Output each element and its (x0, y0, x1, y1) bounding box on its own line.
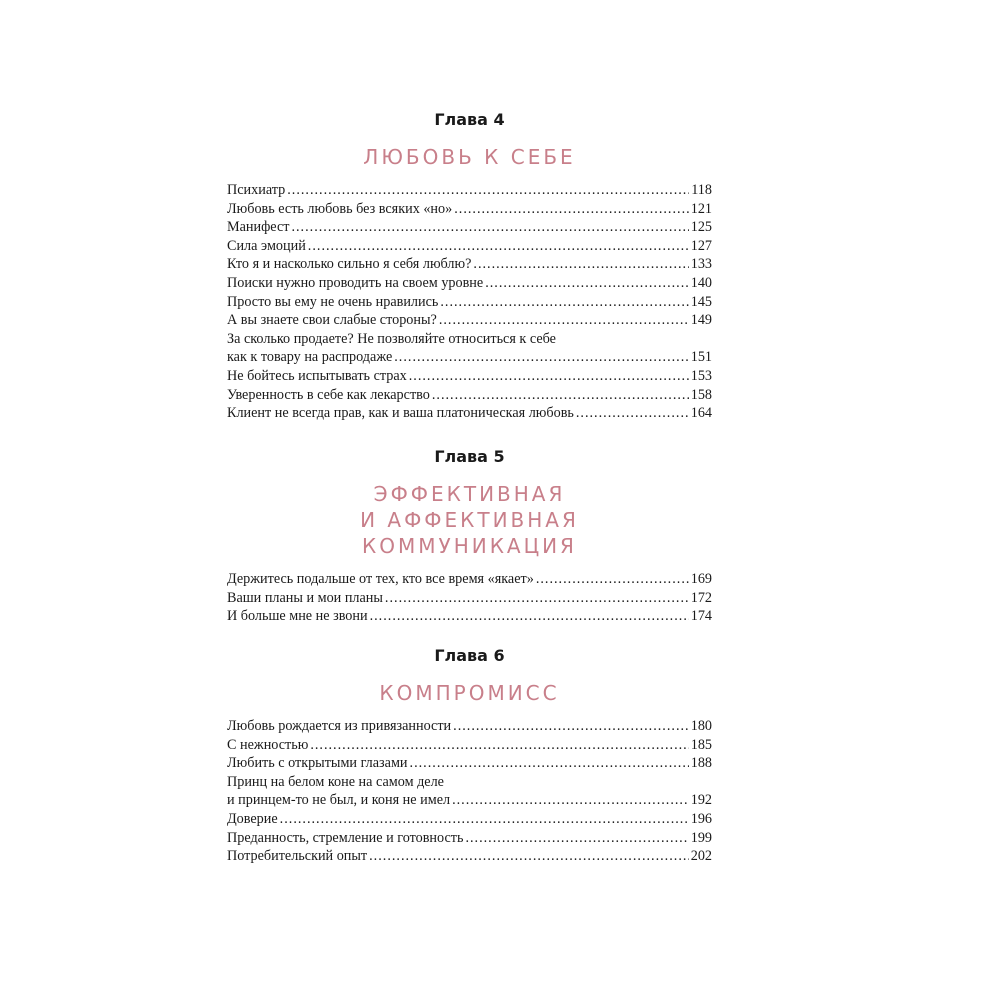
chapter-title (227, 144, 712, 170)
dot-leader (291, 218, 688, 237)
dot-leader (454, 200, 689, 219)
toc-entry-title: Просто вы ему не очень нравились (227, 293, 439, 310)
toc-entry-page: 172 (690, 589, 712, 606)
toc-entry-title: Психиатр (227, 182, 286, 198)
dot-leader (576, 404, 689, 423)
dot-leader (440, 293, 688, 312)
chapter-label: Глава 6 (434, 646, 505, 665)
chapter-4 (227, 109, 712, 423)
toc-entry-page: 127 (690, 237, 712, 254)
toc-entry-page: 140 (690, 274, 712, 291)
dot-leader (370, 607, 689, 626)
toc-list (227, 570, 712, 626)
chapter-title-line: КОМПРОМИСС (379, 681, 560, 705)
toc-list (227, 181, 712, 423)
dot-leader (394, 348, 688, 367)
dot-leader (385, 589, 689, 608)
toc-entry (227, 200, 712, 219)
toc-entry (227, 330, 712, 367)
toc-entry (227, 274, 712, 293)
toc-entry-title: Ваши планы и мои планы (227, 589, 383, 606)
dot-leader (308, 237, 689, 256)
toc-entry-page: 158 (690, 386, 712, 403)
toc-entry-page: 125 (690, 219, 712, 236)
toc-entry-title: Любить с открытыми глазами (227, 755, 408, 772)
toc-entry (227, 773, 712, 810)
toc-entry-title: Доверие (227, 810, 278, 827)
dot-leader (439, 311, 689, 330)
toc-entry-page: 133 (690, 256, 712, 273)
toc-entry (227, 255, 712, 274)
chapter-title-line: КОММУНИКАЦИЯ (362, 534, 577, 558)
toc-entry-title: А вы знаете свои слабые стороны? (227, 312, 437, 329)
toc-entry-page: 151 (690, 349, 712, 366)
toc-entry-title: Манифест (227, 219, 290, 236)
toc-entry-page: 188 (690, 755, 712, 772)
dot-leader (287, 181, 689, 200)
toc-entry-page: 121 (690, 200, 712, 217)
toc-list (227, 717, 712, 866)
dot-leader (485, 274, 689, 293)
toc-entry-title: Не бойтесь испытывать страх (227, 367, 407, 384)
chapter-title (227, 680, 712, 706)
toc-entry (227, 810, 712, 829)
toc-entry (227, 311, 712, 330)
toc-entry-page: 196 (690, 810, 712, 827)
chapter-label: Глава 5 (434, 447, 505, 466)
toc-entry-title: Сила эмоций (227, 237, 306, 254)
toc-entry-title: И больше мне не звони (227, 608, 368, 625)
toc-entry-title-first-line: За сколько продаете? Не позволяйте относиться к себе (227, 330, 556, 347)
chapter-title-line: ЛЮБОВЬ К СЕБЕ (363, 145, 576, 169)
toc-entry (227, 717, 712, 736)
toc-entry-title: Преданность, стремление и готовность (227, 829, 464, 846)
chapter-title (227, 481, 712, 559)
toc-entry-title: Кто я и насколько сильно я себя люблю? (227, 256, 472, 273)
toc-entry (227, 829, 712, 848)
toc-entry (227, 367, 712, 386)
toc-entry (227, 607, 712, 626)
toc-entry-title: как к товару на распродаже (227, 349, 393, 366)
dot-leader (310, 736, 688, 755)
toc-entry (227, 404, 712, 423)
toc-entry-page: 153 (690, 367, 712, 384)
toc-entry (227, 736, 712, 755)
dot-leader (465, 829, 688, 848)
toc-entry-page: 169 (690, 571, 712, 587)
toc-entry (227, 589, 712, 608)
dot-leader (453, 717, 689, 736)
toc-entry-title: Поиски нужно проводить на своем уровне (227, 274, 484, 291)
dot-leader (280, 810, 689, 829)
toc-entry-title: Любовь рождается из привязанности (227, 718, 452, 734)
chapter-5 (227, 446, 712, 626)
toc-entry-title: Держитесь подальше от тех, кто все время «якает» (227, 571, 534, 587)
toc-entry (227, 754, 712, 773)
chapter-title-line: ЭФФЕКТИВНАЯ (373, 482, 566, 506)
toc-entry-page: 118 (691, 182, 712, 198)
toc-entry (227, 570, 712, 589)
dot-leader (452, 791, 689, 810)
toc-entry-title: С нежностью (227, 736, 309, 753)
toc-entry-page: 192 (690, 792, 712, 809)
toc-entry-page: 149 (690, 312, 712, 329)
dot-leader (410, 754, 689, 773)
toc-entry (227, 237, 712, 256)
toc-entry (227, 293, 712, 312)
toc-entry (227, 386, 712, 405)
toc-entry-page: 174 (690, 608, 712, 625)
toc-entry-page: 145 (690, 293, 712, 310)
toc-entry-title: и принцем-то не был, и коня не имел (227, 792, 451, 809)
toc-entry-title: Потребительский опыт (227, 848, 368, 865)
toc-entry-page: 199 (690, 829, 712, 846)
dot-leader (536, 570, 689, 589)
toc-entry-page: 202 (690, 848, 712, 865)
toc-entry-page: 180 (690, 718, 712, 734)
toc-entry (227, 218, 712, 237)
toc-entry-title-first-line: Принц на белом коне на самом деле (227, 773, 444, 790)
toc-entry-title: Клиент не всегда прав, как и ваша платоническая любовь (227, 405, 574, 422)
toc-entry (227, 181, 712, 200)
toc-entry-page: 185 (690, 736, 712, 753)
chapter-label: Глава 4 (434, 110, 505, 129)
toc-entry-title: Любовь есть любовь без всяких «но» (227, 200, 453, 217)
toc-entry-title: Уверенность в себе как лекарство (227, 386, 430, 403)
chapter-6 (227, 645, 712, 866)
dot-leader (432, 386, 689, 405)
toc-entry (227, 847, 712, 866)
chapter-title-line: И АФФЕКТИВНАЯ (360, 508, 579, 532)
dot-leader (369, 847, 689, 866)
toc-entry-page: 164 (690, 405, 712, 422)
dot-leader (473, 255, 688, 274)
dot-leader (409, 367, 689, 386)
